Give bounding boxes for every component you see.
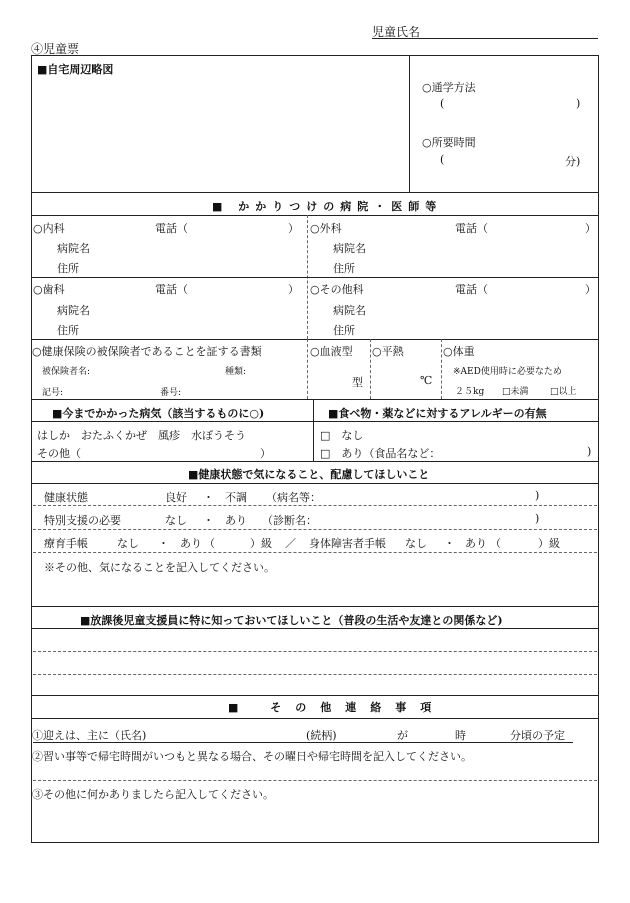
form-title: ④児童票: [31, 42, 80, 56]
weight-under-checkbox[interactable]: □未満: [502, 387, 529, 397]
divider: [31, 695, 599, 696]
surgery-phone-label: 電話（: [455, 222, 488, 235]
illness-other-close: ）: [260, 447, 271, 460]
commute-label: ○通学方法: [422, 81, 476, 94]
aed-note: ※AED使用時に必要なため: [453, 367, 562, 377]
other-phone-close: ）: [585, 283, 596, 296]
map-title: ■自宅周辺略図: [37, 63, 114, 76]
slash: ／: [285, 537, 296, 550]
dental-hospital-label: 病院名: [57, 304, 90, 317]
insurance-divider: [307, 339, 308, 399]
time-paren-open: (: [440, 153, 445, 166]
divider: [31, 215, 599, 216]
support-separator: ・: [203, 514, 214, 527]
dashed-line: [33, 780, 597, 781]
insurance-type-label: 種類:: [225, 367, 247, 377]
dashed-line: [33, 529, 597, 530]
other-contact-label: ③その他に何かありましたら記入してください。: [32, 788, 274, 801]
illness-list: はしか おたふくかぜ 風疹 水ぼうそう: [37, 429, 246, 442]
allergy-close: ): [587, 445, 592, 458]
dashed-line: [33, 505, 597, 506]
dental-label: ○歯科: [33, 283, 65, 296]
ryoiku-yes-option[interactable]: あり: [180, 537, 202, 550]
time-label: ○所要時間: [422, 136, 476, 149]
internal-address-label: 住所: [57, 262, 79, 275]
internal-label: ○内科: [33, 222, 65, 235]
insurance-symbol-label: 記号:: [42, 388, 64, 398]
doctors-title: ■ かかりつけの病院・医師等: [212, 200, 443, 213]
divider: [31, 277, 599, 278]
ryoiku-grade-close: ）級: [250, 537, 272, 550]
surgery-label: ○外科: [310, 222, 342, 235]
weight-over-checkbox[interactable]: □以上: [550, 387, 577, 397]
divider: [31, 399, 599, 400]
health-bad-option[interactable]: 不調: [225, 491, 247, 504]
other-phone-label: 電話（: [455, 283, 488, 296]
physical-grade-open: （: [490, 537, 501, 550]
allergy-none-checkbox[interactable]: □ なし: [320, 429, 364, 442]
illness-divider: [313, 399, 314, 461]
child-name-line[interactable]: [372, 38, 598, 39]
ga-label: が: [397, 729, 408, 742]
physical-separator: ・: [444, 537, 455, 550]
temp-unit: ℃: [420, 374, 433, 387]
time-minutes-suffix: 分): [565, 155, 581, 168]
health-good-option[interactable]: 良好: [165, 491, 187, 504]
divider: [31, 339, 599, 340]
relation-label: (続柄): [306, 729, 337, 742]
divider: [31, 628, 599, 629]
dental-phone-close: ）: [288, 283, 299, 296]
dashed-line: [33, 552, 597, 553]
ryoiku-no-option[interactable]: なし: [117, 537, 139, 550]
dashed-line: [33, 674, 597, 675]
support-yes-option[interactable]: あり: [225, 514, 247, 527]
dental-address-label: 住所: [57, 324, 79, 337]
child-name-label: 児童氏名: [372, 25, 421, 39]
surgery-hospital-label: 病院名: [333, 242, 366, 255]
disease-close: ): [535, 489, 540, 502]
physical-grade-close: ）級: [538, 537, 560, 550]
lesson-label: ②習い事等で帰宅時間がいつもと異なる場合、その曜日や帰宅時間を記入してください。: [32, 750, 472, 763]
commute-paren-open: (: [440, 97, 445, 110]
other-dept-label: ○その他科: [310, 283, 364, 296]
divider: [31, 421, 599, 422]
blood-unit: 型: [352, 376, 363, 389]
surgery-address-label: 住所: [333, 262, 355, 275]
support-label: 特別支援の必要: [44, 514, 121, 527]
blood-divider: [370, 339, 371, 399]
diagnosis-label: （診断名：: [262, 514, 317, 527]
temp-divider: [441, 339, 442, 399]
pickup-label: ①迎えは、主に（氏名): [32, 729, 147, 742]
dental-phone-label: 電話（: [155, 283, 188, 296]
afterschool-title: ■放課後児童支援員に特に知っておいてほしいこと（普段の生活や友達との関係など): [80, 614, 503, 627]
illness-title: ■今までかかった病気（該当するものに○): [52, 407, 265, 420]
health-state-label: 健康状態: [44, 491, 88, 504]
physical-no-option[interactable]: なし: [405, 537, 427, 550]
insurance-title: ○健康保険の被保険者であることを証する書類: [32, 345, 262, 358]
divider: [31, 483, 599, 484]
divider: [31, 461, 599, 462]
hour-label: 時: [455, 729, 466, 742]
divider: [31, 718, 599, 719]
disease-label: （病名等：: [266, 491, 321, 504]
insurance-number-label: 番号:: [160, 388, 182, 398]
insured-label: 被保険者名:: [42, 367, 91, 377]
pickup-underline[interactable]: [33, 742, 573, 743]
map-divider: [409, 55, 410, 192]
weight-title: ○体重: [443, 345, 475, 358]
internal-phone-label: 電話（: [155, 222, 188, 235]
other-address-label: 住所: [333, 324, 355, 337]
physical-yes-option[interactable]: あり: [465, 537, 487, 550]
ryoiku-separator: ・: [158, 537, 169, 550]
allergy-title: ■食べ物・薬などに対するアレルギーの有無: [328, 407, 547, 420]
ryoiku-label: 療育手帳: [44, 537, 88, 550]
physical-label: 身体障害者手帳: [309, 537, 386, 550]
ryoiku-grade-open: （: [204, 537, 215, 550]
internal-hospital-label: 病院名: [57, 242, 90, 255]
divider: [31, 192, 599, 193]
diagnosis-close: ): [535, 512, 540, 525]
other-hospital-label: 病院名: [333, 304, 366, 317]
temp-title: ○平熱: [372, 345, 404, 358]
dashed-line: [33, 651, 597, 652]
form-frame: [31, 55, 599, 843]
support-no-option[interactable]: なし: [165, 514, 187, 527]
health-title: ■健康状態で気になること、配慮してほしいこと: [188, 468, 430, 481]
surgery-phone-close: ）: [585, 222, 596, 235]
blood-title: ○血液型: [310, 345, 353, 358]
weight-threshold: ２５kg: [455, 387, 485, 397]
contact-title: ■ その他連絡事項: [228, 701, 446, 714]
divider: [31, 606, 599, 607]
health-note: ※その他、気になることを記入してください。: [44, 561, 275, 574]
allergy-yes-checkbox[interactable]: □ あり（食品名など：: [320, 447, 441, 460]
health-separator: ・: [203, 491, 214, 504]
minute-label: 分頃の予定: [510, 729, 565, 742]
illness-other-label: その他（: [37, 447, 81, 460]
commute-paren-close: ): [576, 97, 581, 110]
internal-phone-close: ）: [288, 222, 299, 235]
